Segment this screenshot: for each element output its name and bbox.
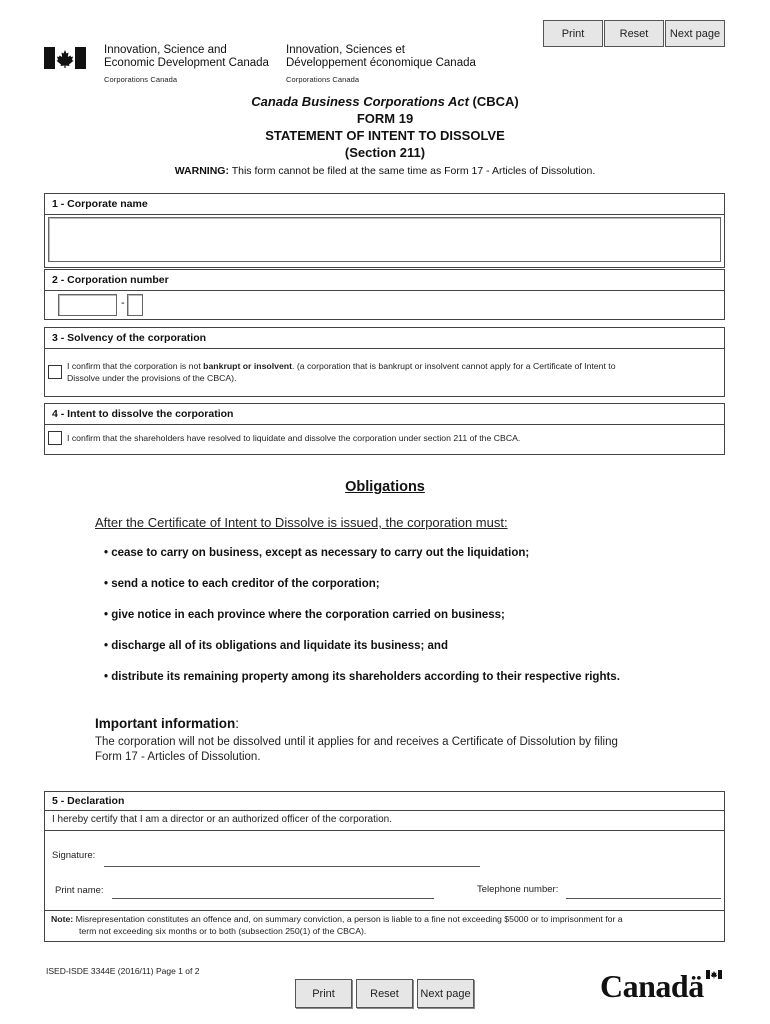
reset-button-bottom[interactable]: Reset <box>356 979 413 1008</box>
section-declaration <box>44 791 725 942</box>
department-name-english: Innovation, Science and Economic Development Canada Corporations Canada <box>104 44 269 84</box>
section-corporation-number <box>44 269 725 320</box>
obligation-item: • discharge all of its obligations and liquidate its business; and <box>104 640 448 652</box>
section-corporate-name <box>44 193 725 268</box>
important-text: The corporation will not be dissolved until it applies for and receives a Certificate of Dissolution by filing Form 17 - Articles of Dissolution. <box>95 736 618 763</box>
corporation-number-dash: - <box>121 297 125 309</box>
signature-field[interactable] <box>104 866 480 867</box>
warning-notice: WARNING: This form cannot be filed at the same time as Form 17 - Articles of Dissolution. <box>174 165 596 177</box>
section-1-title: 1 - Corporate name <box>45 194 724 215</box>
canada-wordmark: Canadä <box>600 968 704 1004</box>
intent-statement: I confirm that the shareholders have resolved to liquidate and dissolve the corporation under section 211 of the CBCA. <box>67 433 521 443</box>
form-name: STATEMENT OF INTENT TO DISSOLVE <box>265 128 505 143</box>
section-reference: (Section 211) <box>344 145 426 160</box>
print-name-label: Print name: <box>55 885 104 896</box>
canada-flag-icon <box>44 47 86 69</box>
form-code: ISED-ISDE 3344E (2016/11) Page 1 of 2 <box>46 966 200 976</box>
obligations-heading: Obligations <box>345 479 425 495</box>
print-button-bottom[interactable]: Print <box>295 979 352 1008</box>
section-2-title: 2 - Corporation number <box>45 270 724 291</box>
form-number: FORM 19 <box>356 111 414 126</box>
important-heading: Important information: <box>95 716 240 731</box>
section-5-title: 5 - Declaration <box>45 792 724 811</box>
section-intent-to-dissolve <box>44 403 725 455</box>
corporation-number-input[interactable] <box>58 294 117 316</box>
intent-checkbox[interactable] <box>48 431 62 445</box>
obligation-item: • distribute its remaining property among its shareholders according to their respective rights. <box>104 671 620 683</box>
obligation-item: • give notice in each province where the corporation carried on business; <box>104 609 505 621</box>
section-4-title: 4 - Intent to dissolve the corporation <box>45 404 724 425</box>
reset-button[interactable]: Reset <box>604 20 664 47</box>
section-solvency <box>44 327 725 397</box>
obligation-item: • send a notice to each creditor of the corporation; <box>104 578 380 590</box>
certification-statement: I hereby certify that I am a director or an authorized officer of the corporation. <box>45 811 724 831</box>
telephone-input[interactable] <box>566 898 721 899</box>
corporate-name-input[interactable] <box>48 217 721 262</box>
corporation-number-check-digit-input[interactable] <box>127 294 143 316</box>
signature-label: Signature: <box>52 850 96 861</box>
canada-wordmark-flag-icon <box>706 970 722 979</box>
print-name-input[interactable] <box>112 898 434 899</box>
act-title: Canada Business Corporations Act (CBCA) <box>251 94 519 109</box>
next-page-button[interactable]: Next page <box>665 20 725 47</box>
obligations-intro: After the Certificate of Intent to Dissolve is issued, the corporation must: <box>95 515 508 530</box>
form-title-block <box>0 93 770 161</box>
department-name-french: Innovation, Sciences et Développement économique Canada Corporations Canada <box>286 44 476 84</box>
misrepresentation-note: Note: Misrepresentation constitutes an offence and, on summary conviction, a person is liable to a fine not exceeding $5000 or to imprisonment for a term not exceeding six months or to both (subsection 250(1) of the CBCA). <box>51 914 623 936</box>
obligation-item: • cease to carry on business, except as necessary to carry out the liquidation; <box>104 547 530 559</box>
print-button[interactable]: Print <box>543 20 603 47</box>
solvency-checkbox[interactable] <box>48 365 62 379</box>
telephone-label: Telephone number: <box>477 884 559 895</box>
solvency-statement: I confirm that the corporation is not bankrupt or insolvent. (a corporation that is bankrupt or insolvent cannot apply for a Certificate of Intent to Dissolve under the provisions of the CBCA). <box>67 361 616 383</box>
next-page-button-bottom[interactable]: Next page <box>417 979 474 1008</box>
section-3-title: 3 - Solvency of the corporation <box>45 328 724 349</box>
